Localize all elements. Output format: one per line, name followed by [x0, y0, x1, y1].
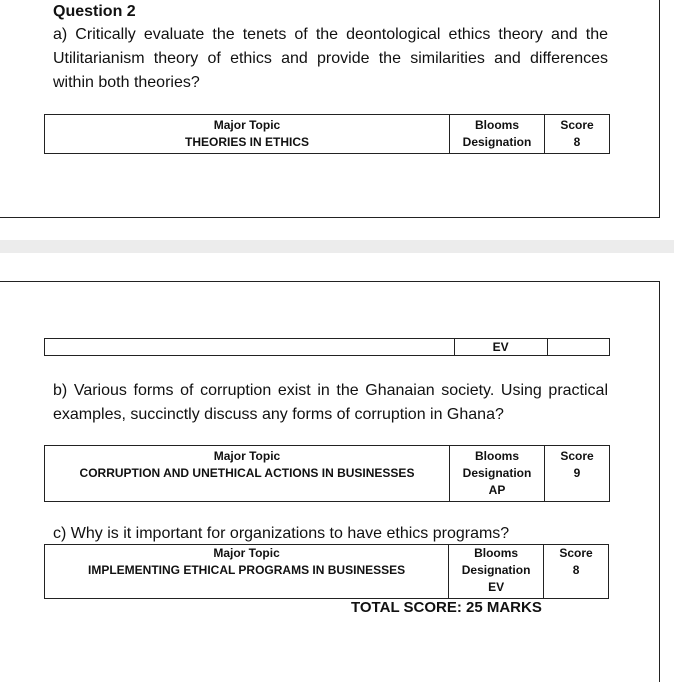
major-topic-cell — [45, 545, 449, 599]
score-value: 8 — [572, 563, 580, 577]
blooms-cell — [449, 545, 544, 599]
major-topic-label: Major Topic — [213, 118, 281, 132]
major-topic-cell — [45, 115, 450, 154]
score-cell — [545, 115, 610, 154]
question-part-c: c) Why is it important for organizations to have ethics programs? — [53, 525, 510, 542]
score-label: Score — [559, 546, 593, 560]
topic-table-b — [44, 445, 610, 502]
score-cell — [545, 446, 610, 502]
topic-table-a — [44, 114, 610, 154]
score-value: 9 — [573, 466, 581, 480]
question-part-b: b) Various forms of corruption exist in the Ghanaian society. Using practical examples, succinctly discuss any forms of corruption in Ghana? — [53, 382, 608, 423]
score-label: Score — [560, 118, 594, 132]
designation-label: Designation — [462, 135, 532, 149]
blooms-value: EV — [492, 340, 509, 354]
score-value: 8 — [573, 135, 581, 149]
score-label: Score — [560, 449, 594, 463]
blooms-label: Blooms — [474, 546, 519, 560]
major-topic-value: CORRUPTION AND UNETHICAL ACTIONS IN BUSINESSES — [79, 466, 415, 480]
major-topic-value: IMPLEMENTING ETHICAL PROGRAMS IN BUSINESSES — [87, 563, 406, 577]
total-score: TOTAL SCORE: 25 MARKS — [351, 599, 542, 616]
major-topic-cell — [45, 339, 455, 356]
score-cell — [544, 545, 609, 599]
page-gap — [0, 240, 674, 253]
blooms-value: EV — [488, 580, 505, 594]
topic-table-c — [44, 544, 609, 599]
blooms-label: Blooms — [474, 449, 519, 463]
major-topic-cell — [45, 446, 450, 502]
major-topic-value: THEORIES IN ETHICS — [184, 135, 309, 149]
question-part-a: a) Critically evaluate the tenets of the deontological ethics theory and the Utilitarianism theory of ethics and provide the similarities and differences within both theories? — [53, 26, 608, 91]
question-title: Question 2 — [53, 3, 136, 20]
blooms-cell — [454, 339, 547, 356]
major-topic-label: Major Topic — [213, 546, 280, 560]
designation-label: Designation — [461, 563, 531, 577]
topic-table-a-continued — [44, 338, 610, 356]
designation-label: Designation — [462, 466, 532, 480]
blooms-cell — [450, 446, 545, 502]
blooms-cell — [450, 115, 545, 154]
score-cell — [547, 339, 609, 356]
blooms-value: AP — [488, 483, 506, 497]
major-topic-label: Major Topic — [213, 449, 281, 463]
blooms-label: Blooms — [474, 118, 519, 132]
